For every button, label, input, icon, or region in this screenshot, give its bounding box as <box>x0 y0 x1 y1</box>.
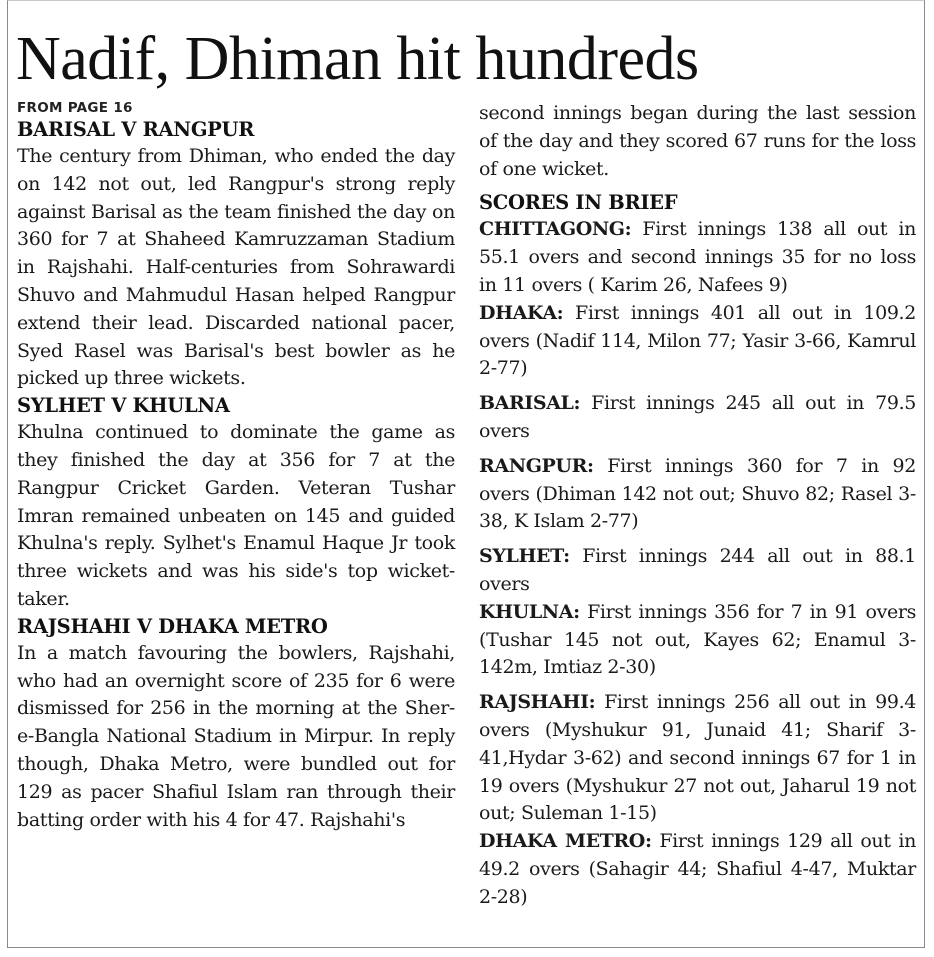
team-name: DHAKA METRO: <box>479 830 652 853</box>
headline: Nadif, Dhiman hit hundreds <box>16 25 699 93</box>
score-entry <box>479 689 916 828</box>
section-body: Khulna continued to dominate the game as they finished the day at 356 for 7 at the Rangpur Cricket Garden. Veteran Tushar Imran remained unbeaten on 145 and guided Khulna's reply. Sylhet's Enamul Haque Jr took three wickets and was his side's top wicket-taker. <box>17 421 455 610</box>
section-heading: SYLHET V KHULNA <box>17 394 230 418</box>
score-text: First innings 256 all out in 99.4 overs (Myshukur 91, Junaid 41; Sharif 3-41,Hydar 3-62) and second innings 67 for 1 in 19 overs (Myshukur 27 not out, Jaharul 19 not out; Suleman 1-15) <box>479 691 916 825</box>
score-text: First innings 244 all out in 88.1 overs <box>479 545 916 595</box>
team-name: RAJSHAHI: <box>479 691 596 714</box>
team-name: SYLHET: <box>479 545 570 568</box>
score-entry <box>479 390 916 446</box>
score-entry <box>479 216 916 299</box>
section-heading: RAJSHAHI V DHAKA METRO <box>17 614 328 638</box>
section-heading: BARISAL V RANGPUR <box>17 118 255 141</box>
right-column <box>479 100 916 912</box>
team-name: KHULNA: <box>479 600 580 623</box>
team-name: CHITTAGONG: <box>479 218 632 241</box>
team-name: BARISAL: <box>479 392 581 415</box>
team-name: RANGPUR: <box>479 454 594 477</box>
score-entry <box>479 453 916 536</box>
score-text: First innings 360 for 7 in 92 overs (Dhiman 142 not out; Shuvo 82; Rasel 3-38, K Islam 2-77) <box>479 454 916 533</box>
score-text: First innings 129 all out in 49.2 overs (Sahagir 44; Shafiul 4-47, Muktar 2-28) <box>479 830 916 908</box>
score-entry <box>479 543 916 599</box>
section-body: The century from Dhiman, who ended the day on 142 not out, led Rangpur's strong reply against Barisal as the team finished the day on 360 for 7 at Shaheed Kamruzzaman Stadium in Rajshahi. Half-centuries from Sohrawardi Shuvo and Mahmudul Hasan helped Rangpur extend their lead. Discarded national pacer, Syed Rasel was Barisal's best bowler as he picked up three wickets. <box>17 145 455 390</box>
team-name: DHAKA: <box>479 301 564 324</box>
score-entry <box>479 300 916 383</box>
score-entry <box>479 599 916 682</box>
kicker: FROM PAGE 16 <box>17 100 133 116</box>
section-body-continued: second innings began during the last session of the day and they scored 67 runs for the loss of one wicket. <box>479 102 916 180</box>
score-text: First innings 356 for 7 in 91 overs (Tushar 145 not out, Kayes 62; Enamul 3-142m, Imtiaz 2-30) <box>479 600 916 679</box>
score-entry <box>479 828 916 911</box>
left-column <box>17 100 455 834</box>
score-text: First innings 401 all out in 109.2 overs (Nadif 114, Milon 77; Yasir 3-66, Kamrul 2-77) <box>479 301 916 380</box>
scores-heading: SCORES IN BRIEF <box>479 191 678 215</box>
score-text: First innings 245 all out in 79.5 overs <box>479 392 916 442</box>
section-body: In a match favouring the bowlers, Rajshahi, who had an overnight score of 235 for 6 were dismissed for 256 in the morning at the Sher-e-Bangla National Stadium in Mirpur. In reply though, Dhaka Metro, were bundled out for 129 as pacer Shafiul Islam ran through their batting order with his 4 for 47. Rajshahi's <box>17 641 455 831</box>
score-text: First innings 138 all out in 55.1 overs and second innings 35 for no loss in 11 overs ( Karim 26, Nafees 9) <box>479 218 916 296</box>
